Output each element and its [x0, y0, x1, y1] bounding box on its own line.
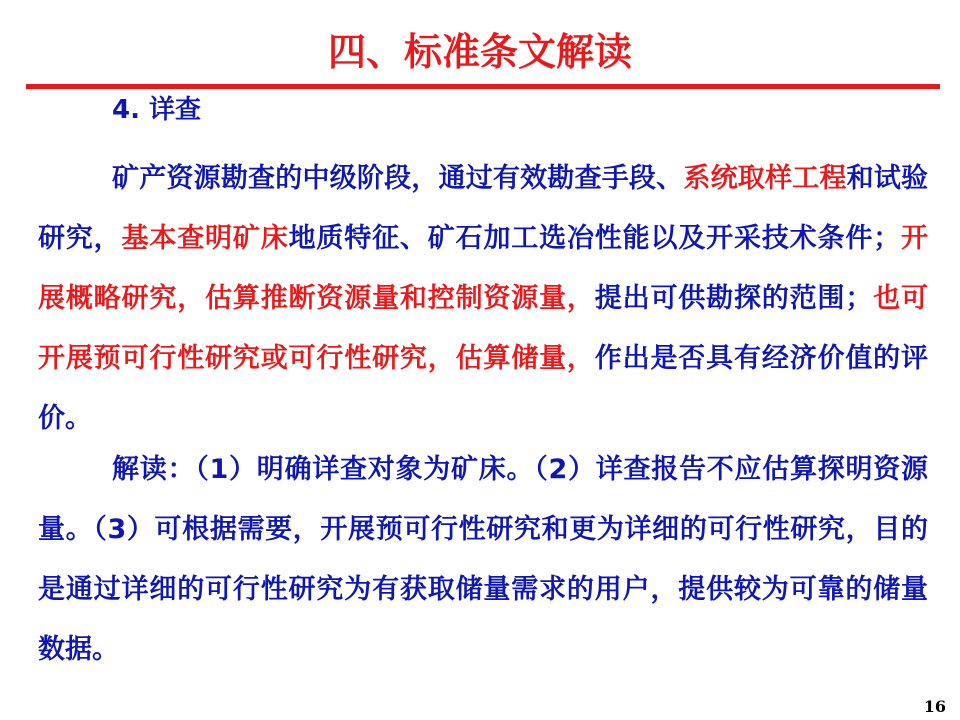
text-run: 提出可供勘探的范围； [594, 283, 873, 314]
highlight-run: 基本查明矿床 [121, 223, 289, 254]
highlight-run: 也可开展预可行性研究或可行性研究，估算储量， [38, 283, 929, 374]
text-run: 矿产资源勘查的中级阶段，通过有效勘查手段、 [112, 163, 684, 194]
interpretation-paragraph: 解读：（1）明确详查对象为矿床。（2）详查报告不应估算探明资源量。（3）可根据需要，开展预可行性研究和更为详细的可行性研究，目的是通过详细的可行性研究为有获取储量需求的用户，提供较为可靠的储量数据。 [38, 454, 928, 665]
definition-paragraph [38, 149, 928, 449]
text-run: 地质特征、矿石加工选冶性能以及开采技术条件； [288, 223, 901, 254]
highlight-run: 系统取样工程 [683, 163, 847, 194]
title-divider [26, 84, 940, 89]
text-run: 和试验研究， [38, 163, 929, 254]
highlight-run: 开展概略研究，估算推断资源量和控制资源量， [38, 223, 929, 314]
page-number: 16 [923, 697, 946, 716]
slide-title: 四、标准条文解读 [327, 30, 632, 74]
text-run: 作出是否具有经济价值的评价。 [38, 343, 929, 434]
section-subheading: 4. 详查 [112, 95, 202, 125]
